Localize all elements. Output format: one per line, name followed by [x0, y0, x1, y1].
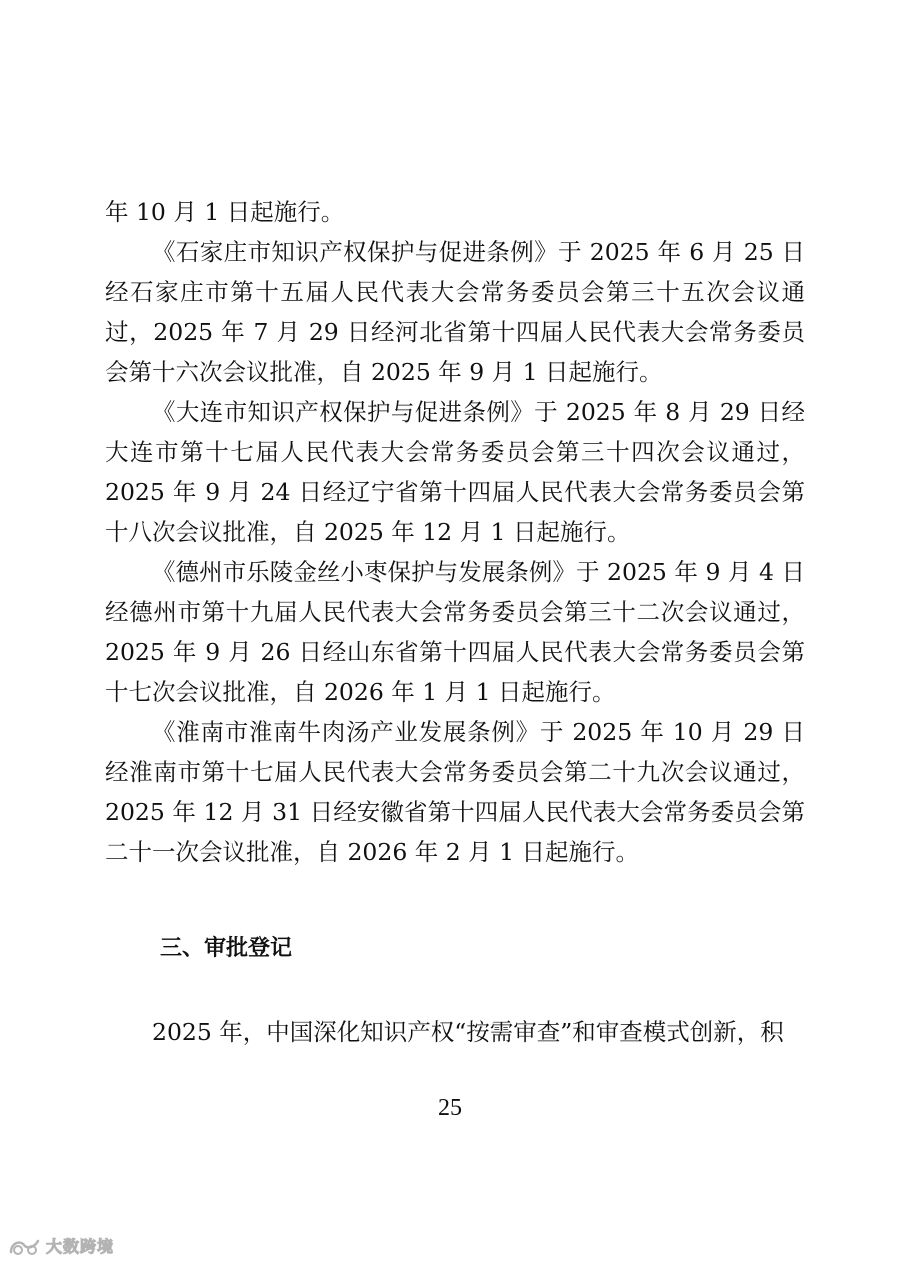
watermark-text: 大数跨境 — [46, 1237, 115, 1256]
paragraph-dezhou-regulation: 《德州市乐陵金丝小枣保护与发展条例》于 2025 年 9 月 4 日经德州市第十九届人民代表大会常务委员会第三十二次会议通过，2025 年 9 月 26 日经山东省第十四届人民代表大会常务委员会第十七次会议批准，自 2026 年 1 月 1 日起施行。 — [105, 558, 805, 706]
body-text — [105, 192, 805, 872]
paragraph-dalian-regulation: 《大连市知识产权保护与促进条例》于 2025 年 8 月 29 日经大连市第十七届人民代表大会常务委员会第三十四次会议通过，2025 年 9 月 24 日经辽宁省第十四届人民代表大会常务委员会第十八次会议批准，自 2025 年 12 月 1 日起施行。 — [105, 398, 805, 546]
paragraph-shijiazhuang-regulation: 《石家庄市知识产权保护与促进条例》于 2025 年 6 月 25 日经石家庄市第十五届人民代表大会常务委员会第三十五次会议通过，2025 年 7 月 29 日经河北省第十四届人民代表大会常务委员会第十六次会议批准，自 2025 年 9 月 1 日起施行。 — [105, 238, 805, 386]
page-number: 25 — [438, 1095, 462, 1121]
section-heading: 三、审批登记 — [160, 936, 293, 961]
watermark — [8, 1234, 114, 1257]
paragraph-examination: 2025 年，中国深化知识产权“按需审查”和审查模式创新，积 — [152, 1018, 784, 1046]
brand-logo-icon — [8, 1235, 42, 1257]
paragraph-huainan-regulation: 《淮南市淮南牛肉汤产业发展条例》于 2025 年 10 月 29 日经淮南市第十七届人民代表大会常务委员会第二十九次会议通过，2025 年 12 月 31 日经安徽省第十四届人民代表大会常务委员会第二十一次会议批准，自 2026 年 2 月 1 日起施行。 — [105, 718, 805, 866]
paragraph-continuation: 年 10 月 1 日起施行。 — [105, 198, 345, 226]
